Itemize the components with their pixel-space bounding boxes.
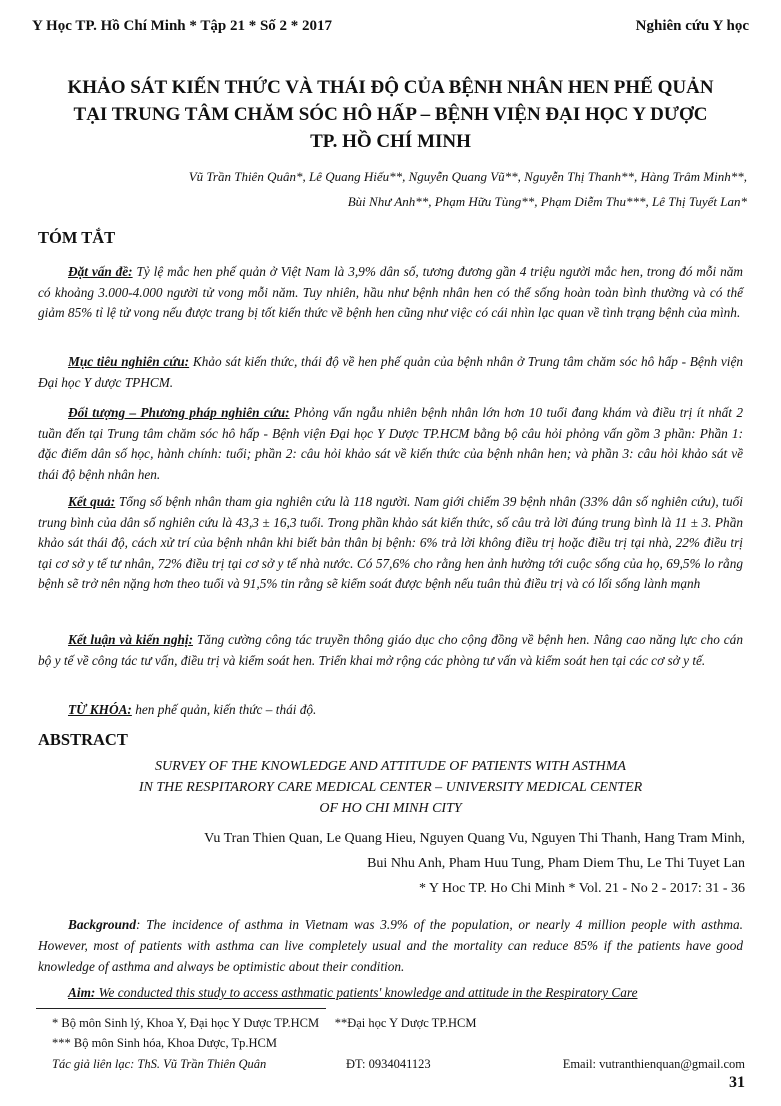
background-text: Tỷ lệ mắc hen phế quản ở Việt Nam là 3,9% dân số, tương đương gần 4 triệu người mắc hen, trong đó mỗi năm có khoảng 3.000-4.000 người tử vong mỗi năm. Tuy nhiên, hầu như bệnh nhân hen có thể sống hoàn toàn bình thường và có thể giảm 85% tỉ lệ tử vong nếu được trang bị tốt kiến thức về bệnh hen cũng như việc có cái nhìn lạc quan về tình trạng bệnh của mình. (38, 264, 743, 320)
article-title (30, 74, 751, 155)
aim-label: Mục tiêu nghiên cứu: (68, 354, 190, 369)
contact-line (52, 1057, 745, 1072)
title-line: TẠI TRUNG TÂM CHĂM SÓC HÔ HẤP – BỆNH VIỆN ĐẠI HỌC Y DƯỢC (73, 104, 708, 125)
affiliation-b: **Đại học Y Dược TP.HCM (334, 1016, 477, 1030)
page-number: 31 (729, 1074, 745, 1091)
en-background-text: : The incidence of asthma in Vietnam was 3.9% of the population, or nearly 4 million people with asthma. However, most of patients with asthma can live completely usual and the mortality can reduce 85% if the patients have good knowledge of asthma and always be optimistic about their condition. (38, 917, 743, 974)
citation: * Y Hoc TP. Ho Chi Minh * Vol. 21 - No 2 - 2017: 31 - 36 (418, 881, 745, 896)
results-label: Kết quả: (68, 494, 116, 509)
background-label: Đặt vấn đề: (68, 264, 133, 279)
english-author-line: Bui Nhu Anh, Pham Huu Tung, Pham Diem Thu, Le Thi Tuyet Lan (367, 856, 745, 871)
results-text: Tổng số bệnh nhân tham gia nghiên cứu là 118 người. Nam giới chiếm 39 bệnh nhân (33% dân số nghiên cứu), tuổi trung bình của dân số nghiên cứu là 43,3 ± 16,3 tuổi. Trong phần khảo sát kiến thức, số câu trả lời đúng trung bình là 11 ± 3. Phần khảo sát thái độ, cách xử trí của bệnh nhân khi biết bản thân bị bệnh: 6% trả lời không điều trị hoặc điều trị tại nhà, 22% điều trị tại cơ sở y tế tư nhân, 72% điều trị tại cơ sở y tế nhà nước. Có 57,6% cho rằng hen ảnh hưởng tới cuộc sống của họ, 69,5% lo rằng bệnh sẽ trở nên nặng hơn theo tuổi và 91,5% tin rằng sẽ kiểm soát được bệnh nếu tuân thủ điều trị và có lối sống lành mạnh (38, 494, 743, 591)
en-aim-text: We conducted this study to access asthmatic patients' knowledge and attitude in the Respiratory Care (95, 985, 638, 1000)
summary-conclusion (38, 630, 743, 671)
author-line: Vũ Trần Thiên Quân*, Lê Quang Hiếu**, Nguyễn Quang Vũ**, Nguyễn Thị Thanh**, Hàng Trâm Minh**, (188, 169, 747, 184)
footnote-affiliation-2: *** Bộ môn Sinh hóa, Khoa Dược, Tp.HCM (52, 1036, 277, 1050)
title-line: KHẢO SÁT KIẾN THỨC VÀ THÁI ĐỘ CỦA BỆNH NHÂN HEN PHẾ QUẢN (67, 77, 714, 98)
conclusion-text: Tăng cường công tác truyền thông giáo dục cho cộng đồng về bệnh hen. Nâng cao năng lực cho cán bộ y tế về công tác tư vấn, điều trị và kiểm soát hen. Triển khai mở rộng các phòng tư vấn và kiểm soát hen tại các cơ sở y tế. (38, 632, 743, 668)
abstract-aim (38, 982, 743, 1003)
english-title-line: SURVEY OF THE KNOWLEDGE AND ATTITUDE OF PATIENTS WITH ASTHMA (155, 759, 626, 774)
english-title (60, 756, 721, 819)
contact-email: Email: vutranthienquan@gmail.com (562, 1057, 745, 1071)
keywords (68, 702, 316, 718)
contact-phone: ĐT: 0934041123 (346, 1057, 431, 1071)
conclusion-label: Kết luận và kiến nghị: (68, 632, 193, 647)
footnote-divider (36, 1008, 326, 1009)
english-author-line: Vu Tran Thien Quan, Le Quang Hieu, Nguyen Quang Vu, Nguyen Thi Thanh, Hang Tram Minh, (204, 831, 745, 846)
english-author-list (40, 826, 745, 901)
contact-author: Tác giả liên lạc: ThS. Vũ Trần Thiên Quân (52, 1057, 267, 1071)
author-line: Bùi Như Anh**, Phạm Hữu Tùng**, Phạm Diễm Thu***, Lê Thị Tuyết Lan* (347, 194, 747, 209)
abstract-background (38, 914, 743, 977)
english-title-line: OF HO CHI MINH CITY (319, 801, 462, 816)
section-label: Nghiên cứu Y học (635, 18, 749, 34)
running-header (32, 18, 749, 40)
methods-text: Phỏng vấn ngẫu nhiên bệnh nhân lớn hơn 10 tuổi đang khám và điều trị ít nhất 2 tuần đến tại Trung tâm chăm sóc hô hấp - Bệnh viện Đại học Y Dược TP.HCM bằng bộ câu hỏi phỏng vấn gồm 3 phần: Phần 1: đặc điểm dân số học, hành chính: tuổi; phần 2: câu hỏi khảo sát về kiến thức của bệnh nhân hen; và phần 3: câu hỏi khảo sát về thái độ bệnh nhân hen. (38, 405, 743, 482)
keywords-label: TỪ KHÓA: (68, 702, 132, 717)
keywords-text: hen phế quản, kiến thức – thái độ. (131, 702, 317, 717)
en-background-label: Background (68, 917, 136, 932)
summary-results (38, 492, 743, 595)
summary-heading: TÓM TẮT (38, 228, 116, 247)
methods-label: Đối tượng – Phương pháp nghiên cứu: (68, 405, 290, 420)
journal-info: Y Học TP. Hồ Chí Minh * Tập 21 * Số 2 * 2017 (32, 18, 333, 34)
summary-background (38, 262, 743, 324)
footnote-affiliation-1 (52, 1016, 476, 1031)
title-line: TP. HỒ CHÍ MINH (310, 131, 471, 152)
summary-methods (38, 403, 743, 485)
affiliation-a: * Bộ môn Sinh lý, Khoa Y, Đại học Y Dược TP.HCM (52, 1016, 320, 1030)
en-aim-label: Aim: (68, 985, 96, 1000)
aim-text: Khảo sát kiến thức, thái độ về hen phế quản của bệnh nhân ở Trung tâm chăm sóc hô hấp - Bệnh viện Đại học Y dược TPHCM. (38, 354, 743, 390)
english-title-line: IN THE RESPITARORY CARE MEDICAL CENTER – UNIVERSITY MEDICAL CENTER (138, 780, 643, 795)
abstract-heading: ABSTRACT (38, 730, 128, 749)
summary-aim (38, 352, 743, 393)
author-list (40, 164, 747, 214)
